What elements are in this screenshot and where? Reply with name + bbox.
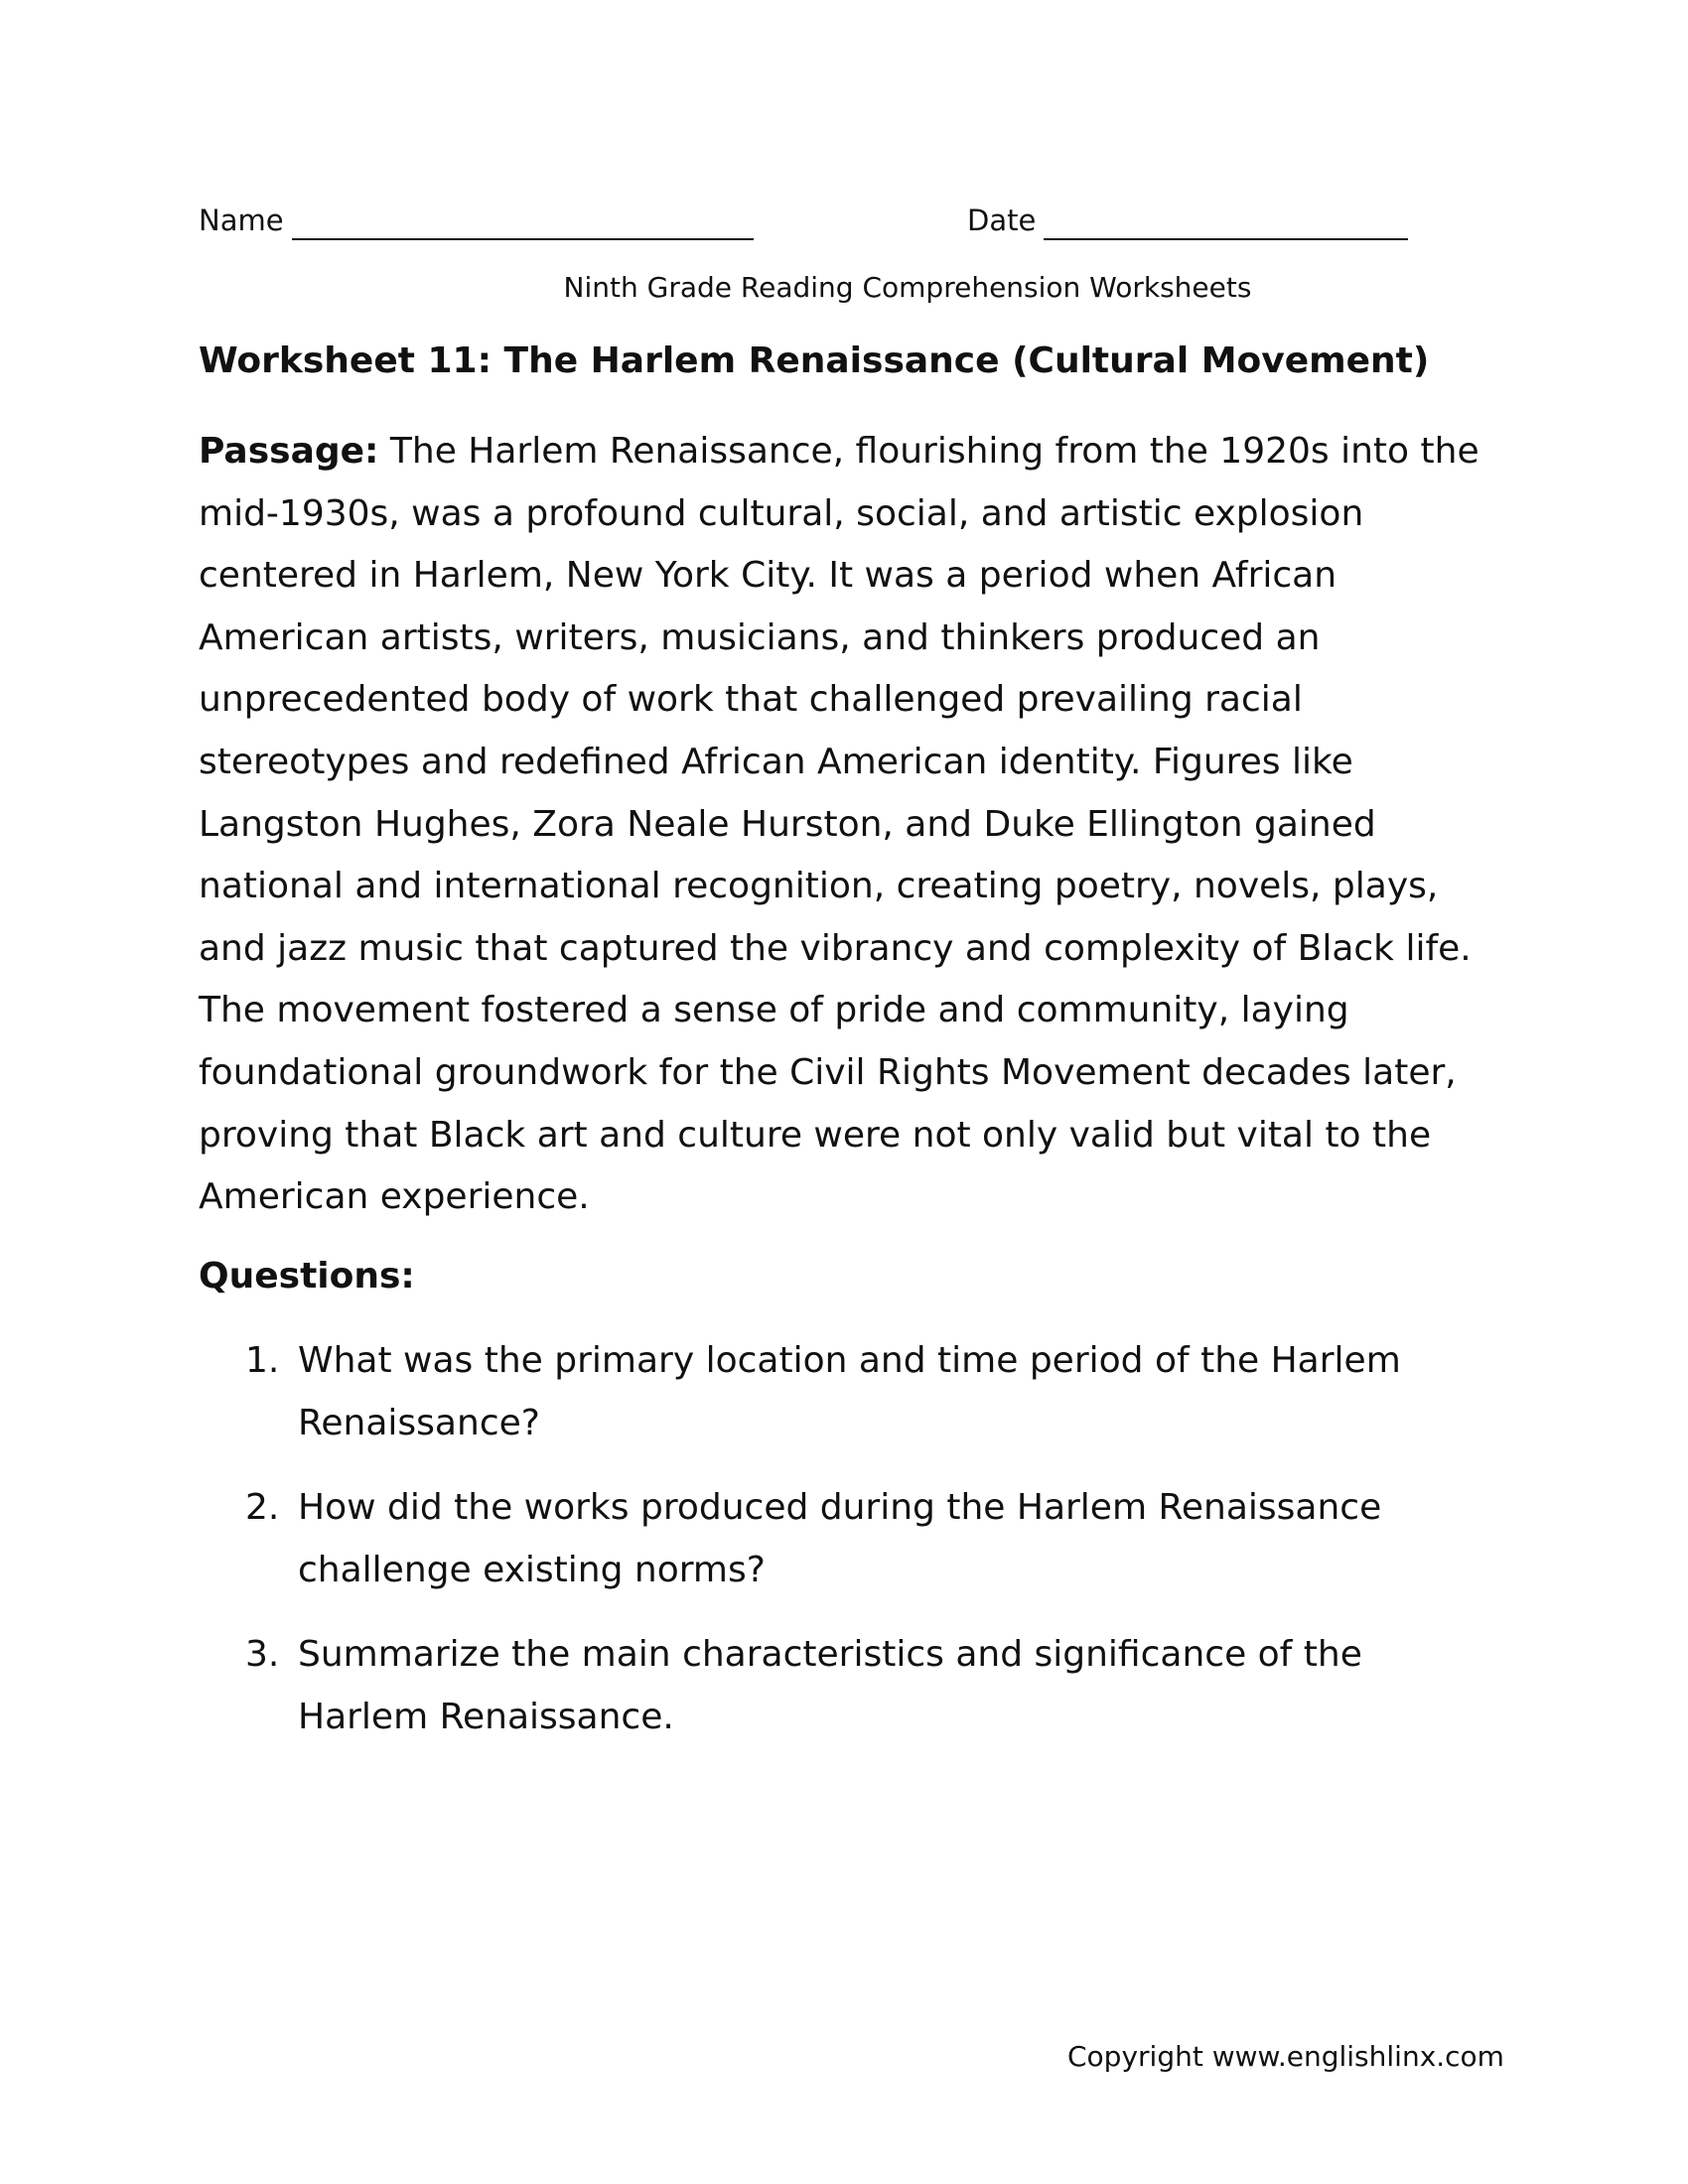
- worksheet-subtitle: Ninth Grade Reading Comprehension Worksheets: [563, 271, 1252, 304]
- question-number: 2.: [245, 1487, 280, 1529]
- questions-heading: Questions:: [199, 1256, 415, 1297]
- copyright-footer: Copyright www.englishlinx.com: [1067, 2040, 1504, 2073]
- worksheet-title: Worksheet 11: The Harlem Renaissance (Cultural Movement): [199, 341, 1430, 381]
- question-number: 1.: [245, 1340, 280, 1381]
- question-number: 3.: [245, 1634, 280, 1676]
- name-field: [199, 201, 754, 240]
- passage: [199, 421, 1499, 1229]
- question-item: [199, 1477, 1499, 1601]
- question-text: Summarize the main characteristics and significance of the Harlem Renaissance.: [298, 1634, 1362, 1737]
- passage-label: Passage:: [199, 431, 379, 472]
- passage-text: The Harlem Renaissance, flourishing from the 1920s into the mid-1930s, was a profound cultural, social, and artistic explosion centered in Harlem, New York City. It was a period when African American artists, writers, musicians, and thinkers produced an unprecedented body of work that challenged prevailing racial stereotypes and redefined African American identity. Figures like Langston Hughes, Zora Neale Hurston, and Duke Ellington gained national and international recognition, creating poetry, novels, plays, and jazz music that captured the vibrancy and complexity of Black life. The movement fostered a sense of pride and community, laying foundational groundwork for the Civil Rights Movement decades later, proving that Black art and culture were not only valid but vital to the American experience.: [199, 431, 1479, 1218]
- student-info-line: [199, 201, 1489, 240]
- name-blank[interactable]: [292, 208, 754, 240]
- date-label: Date: [967, 204, 1037, 237]
- question-item: [199, 1330, 1499, 1454]
- question-text: What was the primary location and time period of the Harlem Renaissance?: [298, 1340, 1401, 1443]
- name-label: Name: [199, 204, 284, 237]
- questions-list: [199, 1330, 1499, 1772]
- question-text: How did the works produced during the Harlem Renaissance challenge existing norms?: [298, 1487, 1382, 1590]
- date-field: [967, 201, 1408, 240]
- date-blank[interactable]: [1044, 208, 1408, 240]
- question-item: [199, 1624, 1499, 1748]
